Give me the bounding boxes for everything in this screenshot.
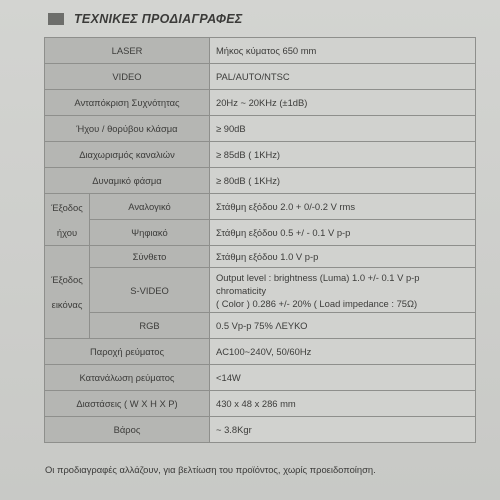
spec-label-analog: Αναλογικό (90, 194, 210, 220)
table-row (45, 90, 476, 116)
spec-value-snr: ≥ 90dB (210, 116, 476, 142)
spec-value-analog: Στάθμη εξόδου 2.0 + 0/-0.2 V rms (210, 194, 476, 220)
spec-value-frequency: 20Hz ~ 20KHz (±1dB) (210, 90, 476, 116)
spec-label-laser: LASER (45, 38, 210, 64)
spec-label-dynamic-range: Δυναμικό φάσμα (45, 168, 210, 194)
spec-value-dimensions: 430 x 48 x 286 mm (210, 391, 476, 417)
spec-value-laser: Μήκος κύματος 650 mm (210, 38, 476, 64)
table-row (45, 417, 476, 443)
table-row (45, 391, 476, 417)
svideo-line-1: Output level : brightness (Luma) 1.0 +/- 0.1 V p-p chromaticity (216, 271, 420, 296)
spec-label-frequency: Ανταπόκριση Συχνότητας (45, 90, 210, 116)
table-row (45, 142, 476, 168)
spec-value-consumption: <14W (210, 365, 476, 391)
table-row (45, 365, 476, 391)
section-title: ΤΕΧΝΙΚΕΣ ΠΡΟΔΙΑΓΡΑΦΕΣ (74, 12, 243, 26)
spec-value-power: AC100~240V, 50/60Hz (210, 339, 476, 365)
group-label-audio-output: Έξοδος ήχου (45, 194, 90, 246)
spec-label-consumption: Κατανάλωση ρεύματος (45, 365, 210, 391)
spec-value-composite: Στάθμη εξόδου 1.0 V p-p (210, 246, 476, 268)
spec-label-snr: Ήχου / θορύβου κλάσμα (45, 116, 210, 142)
spec-value-weight: ~ 3.8Kgr (210, 417, 476, 443)
footer-note: Οι προδιαγραφές αλλάζουν, για βελτίωση του προϊόντος, χωρίς προειδοποίηση. (45, 464, 376, 475)
spec-label-weight: Βάρος (45, 417, 210, 443)
spec-value-rgb: 0.5 Vp-p 75% ΛΕΥΚΟ (210, 313, 476, 339)
spec-label-composite: Σύνθετο (90, 246, 210, 268)
heading-square-marker (48, 13, 64, 25)
spec-value-separation: ≥ 85dB ( 1KHz) (210, 142, 476, 168)
table-row (45, 194, 476, 220)
spec-label-separation: Διαχωρισμός καναλιών (45, 142, 210, 168)
specifications-table (44, 37, 476, 443)
group-label-video-output: Έξοδος εικόνας (45, 246, 90, 339)
table-row (45, 64, 476, 90)
spec-value-svideo (210, 268, 476, 313)
spec-value-video: PAL/AUTO/NTSC (210, 64, 476, 90)
section-heading (48, 12, 243, 26)
table-row (45, 168, 476, 194)
spec-label-digital: Ψηφιακό (90, 220, 210, 246)
spec-label-svideo: S-VIDEO (90, 268, 210, 313)
spec-label-power: Παροχή ρεύματος (45, 339, 210, 365)
table-row (45, 339, 476, 365)
spec-value-digital: Στάθμη εξόδου 0.5 +/ - 0.1 V p-p (210, 220, 476, 246)
svideo-line-2: ( Color ) 0.286 +/- 20% ( Load impedance : 75Ω) (216, 297, 418, 309)
table-row (45, 220, 476, 246)
table-row (45, 246, 476, 268)
table-row (45, 268, 476, 313)
table-row (45, 116, 476, 142)
spec-value-dynamic-range: ≥ 80dB ( 1KHz) (210, 168, 476, 194)
spec-label-video: VIDEO (45, 64, 210, 90)
table-row (45, 38, 476, 64)
spec-label-dimensions: Διαστάσεις ( W X H X P) (45, 391, 210, 417)
spec-label-rgb: RGB (90, 313, 210, 339)
table-row (45, 313, 476, 339)
